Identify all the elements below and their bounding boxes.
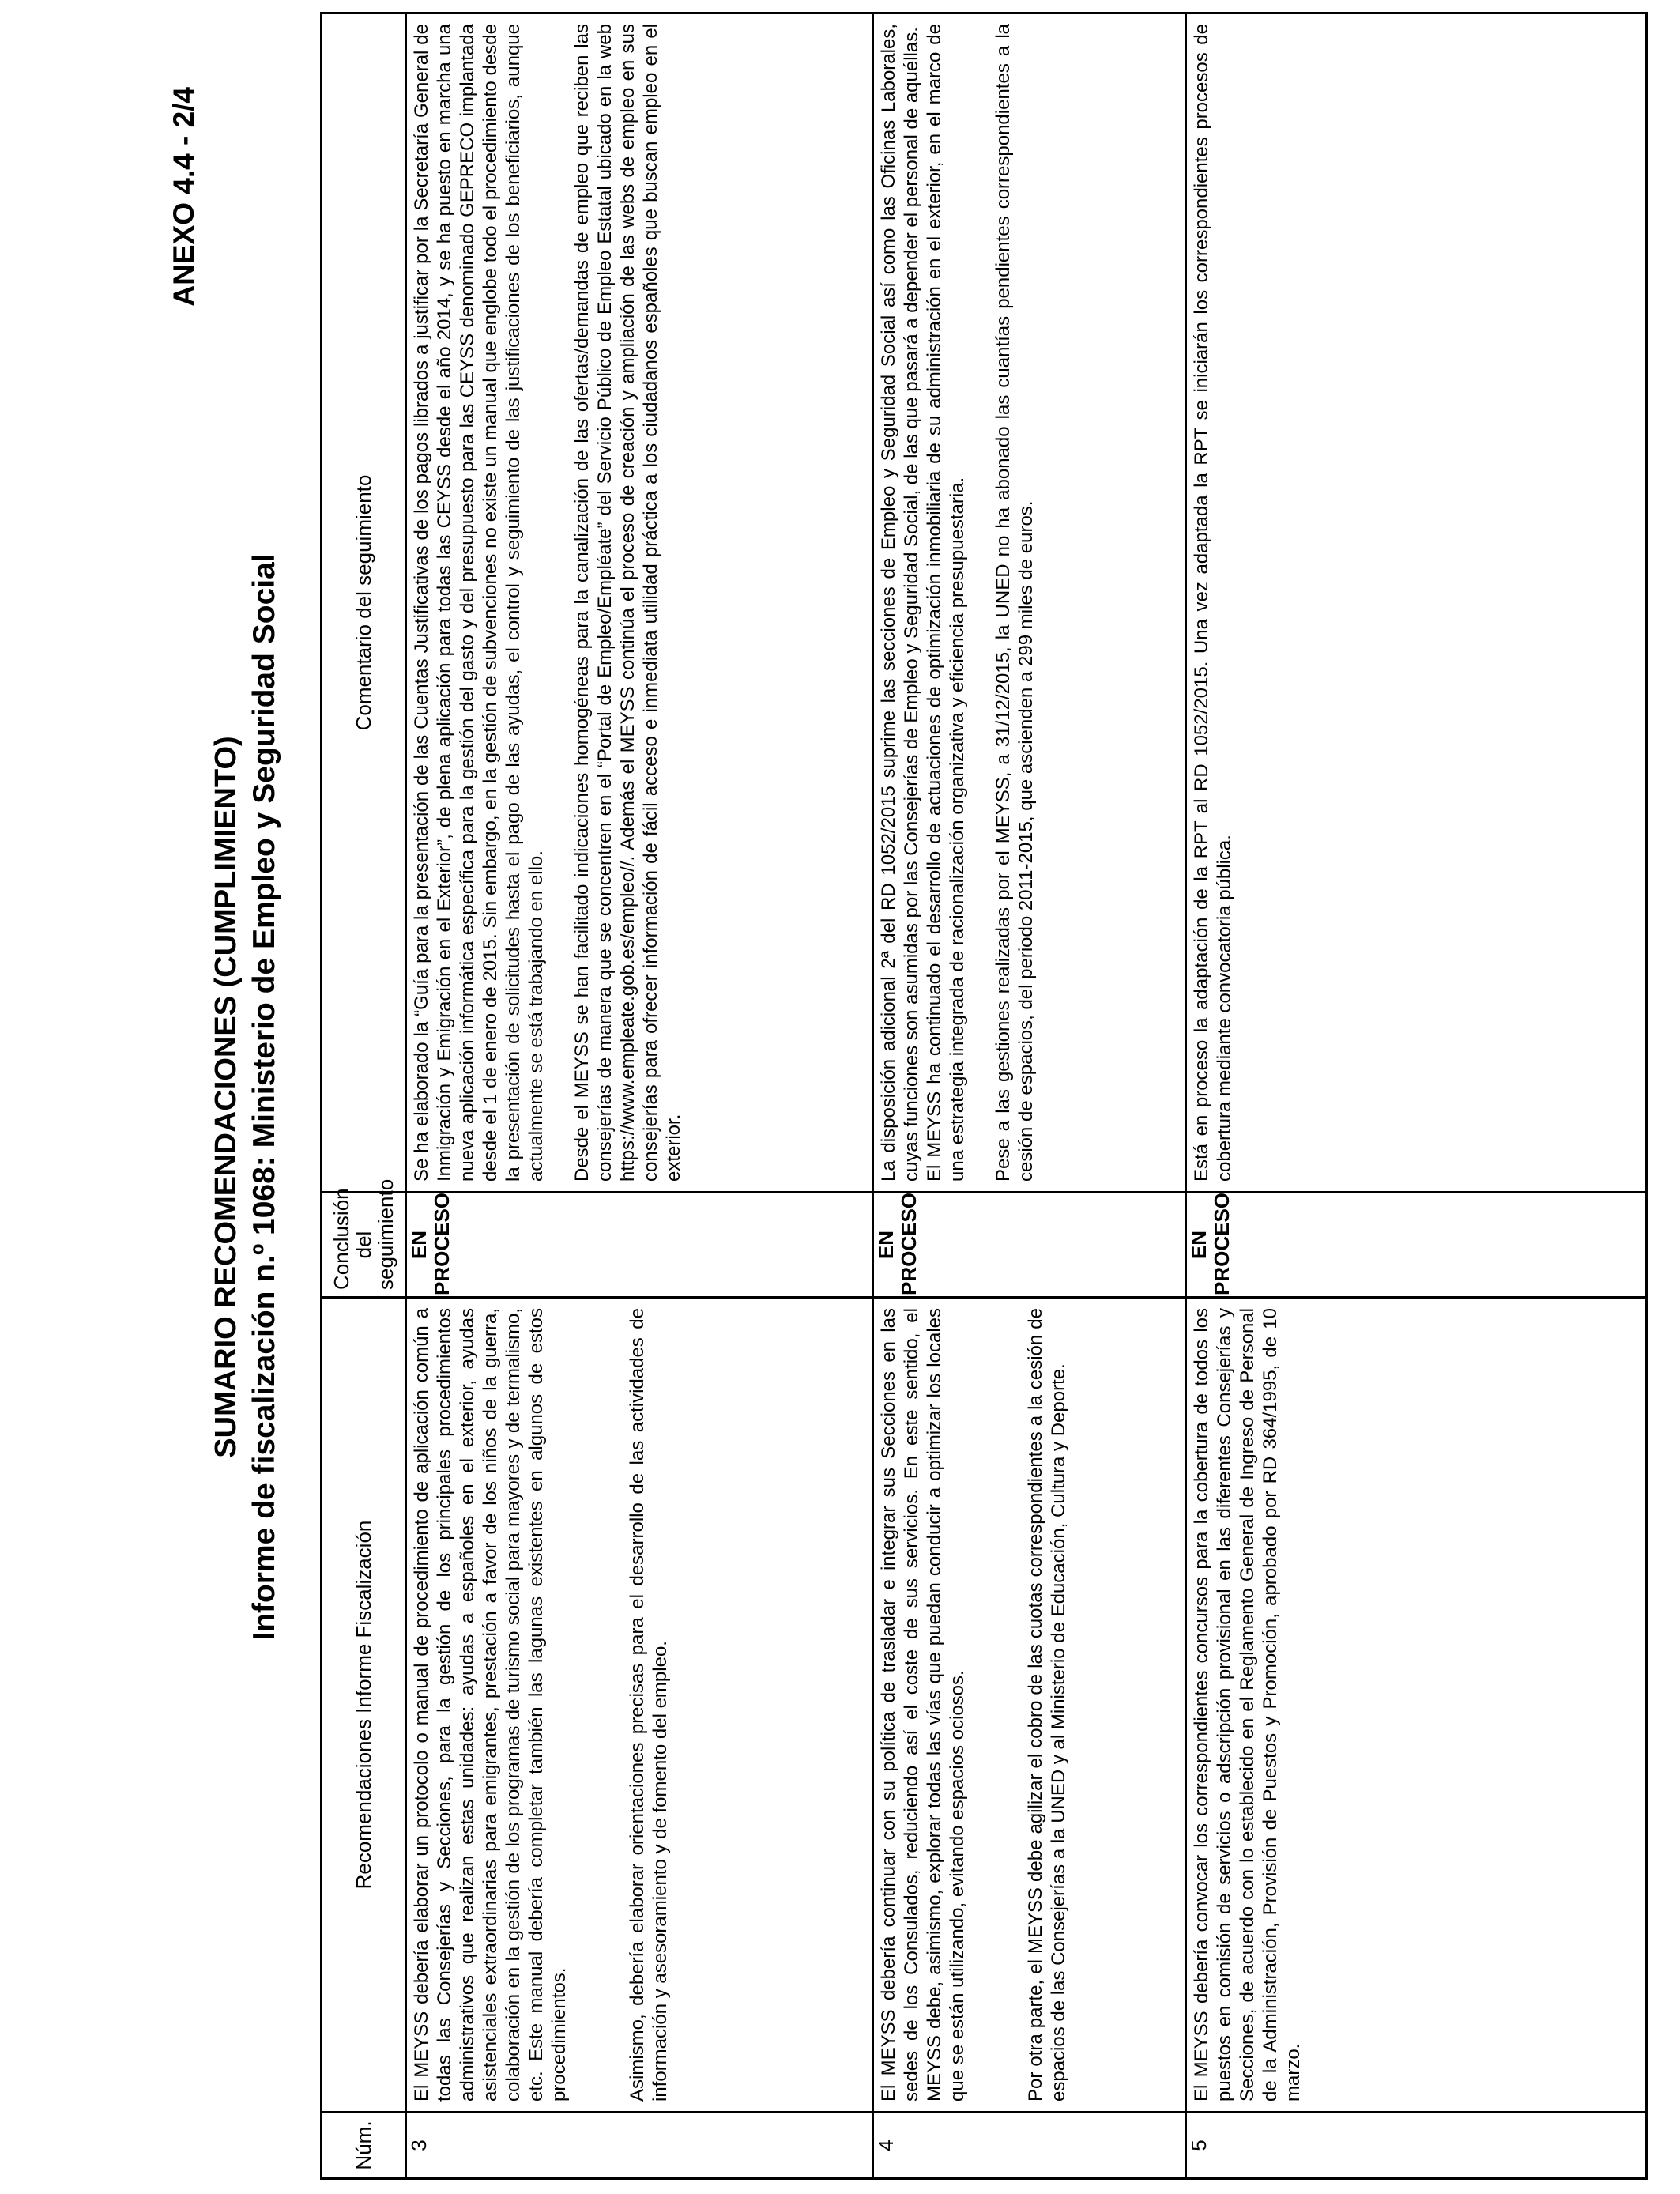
comment-text: Desde el MEYSS se han facilitado indicaciones homogéneas para la canalización de las ofertas/demandas de empleo que reciben las consejerías de manera que se concentren en el “Portal de Empleo/Empléate” del Servicio Público de Empleo Estatal ubicado en la web https://www.empleate.gob.es/empleo//. Además el MEYSS continúa el proceso de creación y ampliación de las webs de empleo en sus consejerías para ofrecer información de fácil acceso e inmediata utilidad práctica a los ciudadanos españoles que buscan empleo en el exterior. [571, 24, 684, 1182]
recommendation-cell [406, 1298, 873, 2113]
document-subtitle: Informe de fiscalización n.º 1068: Ministerio de Empleo y Seguridad Social [247, 553, 281, 1641]
document-title: SUMARIO RECOMENDACIONES (CUMPLIMIENTO) [209, 736, 243, 1458]
title-block [207, 0, 284, 2194]
recommendation-cell [1186, 1298, 1647, 2113]
recommendation-text: El MEYSS debería convocar los correspondientes concursos para la cobertura de todos los puestos en comisión de servicios o adscripción provisional en las diferentes Consejerías y Secciones, de acuerdo con lo establecido en el Reglamento General de Ingreso de Personal de la Administración, Provisión de Puestos y Promoción, aprobado por RD 364/1995, de 10 marzo. [1191, 1308, 1304, 2102]
comment-cell [1186, 13, 1647, 1193]
table-row [873, 13, 1186, 2179]
comment-cell [406, 13, 873, 1193]
comment-cell [873, 13, 1186, 1193]
header-conclusion: Conclusión del seguimiento [322, 1193, 406, 1298]
comment-text: Se ha elaborado la “Guía para la presentación de las Cuentas Justificativas de los pagos librados a justificar por la Secretaría General de Inmigración y Emigración en el Exterior”, de plena aplicación para todas las CEYSS desde el año 2014, y se ha puesto en marcha una nueva aplicación informática específica para la gestión del gasto y del presupuesto para las CEYSS denominado GEPRECO implantada desde el 1 de enero de 2015. Sin embargo, en la gestión de subvenciones no existe un manual que englobe todo el procedimiento desde la presentación de solicitudes hasta el pago de las ayudas, el control y seguimiento de las justificaciones de los beneficiarios, aunque actualmente se está trabajando en ello. [411, 24, 547, 1182]
recommendation-text: El MEYSS debería continuar con su política de trasladar e integrar sus Secciones en las sedes de los Consulados, reduciendo así el coste de sus servicios. En este sentido, el MEYSS debe, asimismo, explorar todas las vías que puedan conducir a optimizar los locales que se están utilizando, evitando espacios ociosos. [878, 1308, 968, 2102]
conclusion-status: EN PROCESO [873, 1193, 1186, 1298]
row-number: 4 [873, 2113, 1186, 2179]
recommendation-text: El MEYSS debería elaborar un protocolo o manual de procedimiento de aplicación común a todas las Consejerías y Secciones, para la gestión de los principales procedimientos administrativos que realizan estas unidades: ayudas a españoles en el exterior, ayudas asistenciales extraordinarias para emigrantes, prestación a favor de los niños de la guerra, colaboración en la gestión de los programas de turismo social para mayores y de termalismo, etc. Este manual debería completar también las lagunas existentes en algunos de estos procedimientos. [411, 1308, 570, 2102]
row-number: 5 [1186, 2113, 1647, 2179]
recommendations-table [320, 12, 1648, 2180]
recommendation-cell [873, 1298, 1186, 2113]
table-row [406, 13, 873, 2179]
comment-text: La disposición adicional 2ª del RD 1052/2015 suprime las secciones de Empleo y Seguridad Social así como las Oficinas Laborales, cuyas funciones son asumidas por las Consejerías de Empleo y Seguridad Social, de las que pasará a depender el personal de aquéllas. [878, 24, 922, 1182]
table-row [1186, 13, 1647, 2179]
header-recommendations: Recomendaciones Informe Fiscalización [322, 1298, 406, 2113]
conclusion-status: EN PROCESO [406, 1193, 873, 1298]
row-number: 3 [406, 2113, 873, 2179]
header-comment: Comentario del seguimiento [322, 13, 406, 1193]
comment-text: Pese a las gestiones realizadas por el MEYSS, a 31/12/2015, la UNED no ha abonado las cuantías pendientes correspondientes a la cesión de espacios, del periodo 2011-2015, que ascienden a 299 miles de euros. [993, 24, 1037, 1182]
header-num: Núm. [322, 2113, 406, 2179]
recommendation-text: Asimismo, debería elaborar orientaciones precisas para el desarrollo de las actividades de información y asesoramiento y de fomento del empleo. [627, 1308, 671, 2102]
comment-text: Está en proceso la adaptación de la RPT al RD 1052/2015. Una vez adaptada la RPT se iniciarán los correspondientes procesos de cobertura mediante convocatoria pública. [1191, 24, 1235, 1182]
recommendation-text: Por otra parte, el MEYSS debe agilizar el cobro de las cuotas correspondientes a la cesión de espacios de las Consejerías a la UNED y al Ministerio de Educación, Cultura y Deporte. [1025, 1308, 1069, 2102]
table-header-row [322, 13, 406, 2179]
conclusion-status: EN PROCESO [1186, 1193, 1647, 1298]
comment-text: El MEYSS ha continuado el desarrollo de actuaciones de optimización inmobiliaria de su administración en el exterior, en el marco de una estrategia integrada de racionalización organizativa y eficiencia presupuestaria. [924, 24, 968, 1182]
annex-label: ANEXO 4.4 - 2/4 [168, 87, 200, 307]
